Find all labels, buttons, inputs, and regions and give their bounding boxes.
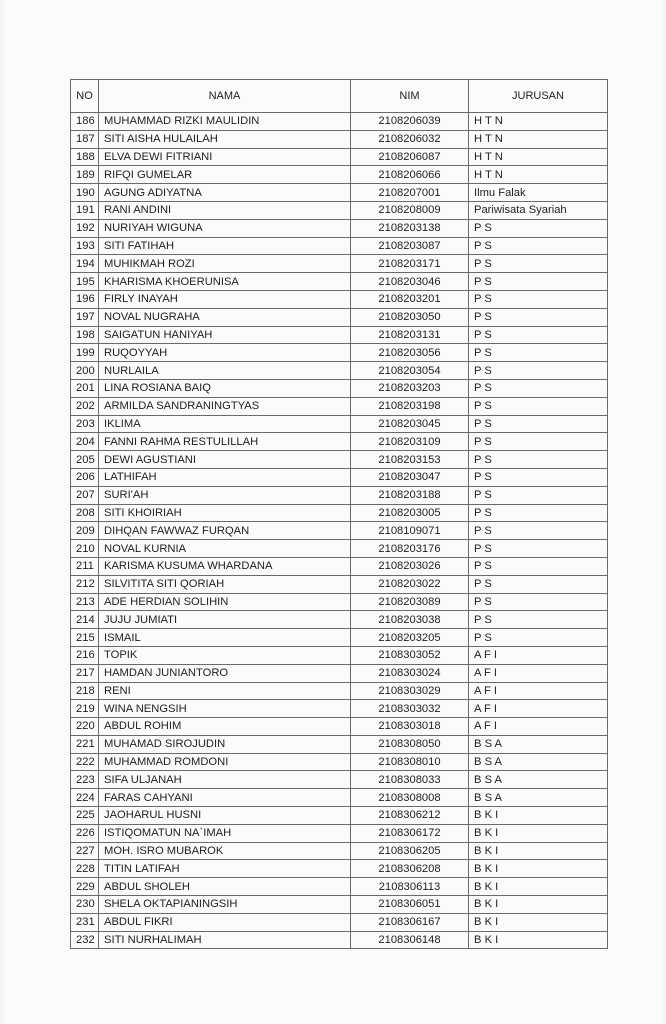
cell-no: 221 xyxy=(71,735,99,753)
cell-jurusan: P S xyxy=(469,540,608,558)
cell-nama: MUHIKMAH ROZI xyxy=(99,255,351,273)
cell-jurusan: B K I xyxy=(469,878,608,896)
cell-nama: SILVITITA SITI QORIAH xyxy=(99,575,351,593)
cell-jurusan: P S xyxy=(469,344,608,362)
cell-jurusan: H T N xyxy=(469,148,608,166)
cell-nama: DIHQAN FAWWAZ FURQAN xyxy=(99,522,351,540)
cell-nama: FIRLY INAYAH xyxy=(99,290,351,308)
cell-jurusan: B S A xyxy=(469,753,608,771)
cell-jurusan: P S xyxy=(469,237,608,255)
cell-jurusan: B K I xyxy=(469,807,608,825)
table-row xyxy=(71,148,608,166)
cell-no: 216 xyxy=(71,646,99,664)
cell-no: 224 xyxy=(71,789,99,807)
cell-no: 209 xyxy=(71,522,99,540)
cell-nim: 2108308033 xyxy=(351,771,469,789)
cell-no: 192 xyxy=(71,219,99,237)
cell-no: 218 xyxy=(71,682,99,700)
table-row xyxy=(71,718,608,736)
cell-no: 204 xyxy=(71,433,99,451)
cell-no: 208 xyxy=(71,504,99,522)
cell-jurusan: P S xyxy=(469,629,608,647)
cell-no: 226 xyxy=(71,824,99,842)
cell-nama: NURLAILA xyxy=(99,362,351,380)
table-row xyxy=(71,913,608,931)
cell-jurusan: A F I xyxy=(469,682,608,700)
cell-nim: 2108306051 xyxy=(351,896,469,914)
cell-nama: TITIN LATIFAH xyxy=(99,860,351,878)
cell-nim: 2108203131 xyxy=(351,326,469,344)
column-header-nama: NAMA xyxy=(99,80,351,113)
cell-no: 194 xyxy=(71,255,99,273)
cell-no: 199 xyxy=(71,344,99,362)
table-row xyxy=(71,362,608,380)
cell-nim: 2108203203 xyxy=(351,379,469,397)
cell-nama: ELVA DEWI FITRIANI xyxy=(99,148,351,166)
cell-jurusan: B K I xyxy=(469,860,608,878)
cell-nama: JAOHARUL HUSNI xyxy=(99,807,351,825)
cell-no: 214 xyxy=(71,611,99,629)
cell-no: 205 xyxy=(71,451,99,469)
cell-nim: 2108109071 xyxy=(351,522,469,540)
student-roster-table xyxy=(70,79,608,949)
cell-jurusan: B K I xyxy=(469,842,608,860)
cell-jurusan: P S xyxy=(469,433,608,451)
cell-jurusan: H T N xyxy=(469,130,608,148)
cell-nim: 2108306172 xyxy=(351,824,469,842)
cell-jurusan: P S xyxy=(469,290,608,308)
cell-nama: ISTIQOMATUN NA`IMAH xyxy=(99,824,351,842)
cell-jurusan: P S xyxy=(469,219,608,237)
table-row xyxy=(71,326,608,344)
cell-no: 196 xyxy=(71,290,99,308)
cell-nim: 2108203026 xyxy=(351,557,469,575)
table-row xyxy=(71,166,608,184)
cell-nama: NOVAL NUGRAHA xyxy=(99,308,351,326)
cell-nim: 2108203056 xyxy=(351,344,469,362)
cell-nim: 2108203089 xyxy=(351,593,469,611)
cell-nama: LATHIFAH xyxy=(99,468,351,486)
table-row xyxy=(71,557,608,575)
cell-nim: 2108203045 xyxy=(351,415,469,433)
cell-nama: MUHAMMAD ROMDONI xyxy=(99,753,351,771)
cell-nim: 2108303029 xyxy=(351,682,469,700)
table-header-row xyxy=(71,80,608,113)
cell-nim: 2108203188 xyxy=(351,486,469,504)
cell-nim: 2108306113 xyxy=(351,878,469,896)
table-row xyxy=(71,575,608,593)
cell-nim: 2108206087 xyxy=(351,148,469,166)
cell-nim: 2108203054 xyxy=(351,362,469,380)
table-row xyxy=(71,807,608,825)
cell-nama: ABDUL SHOLEH xyxy=(99,878,351,896)
table-row xyxy=(71,611,608,629)
cell-no: 193 xyxy=(71,237,99,255)
cell-jurusan: P S xyxy=(469,593,608,611)
cell-no: 227 xyxy=(71,842,99,860)
column-header-nim: NIM xyxy=(351,80,469,113)
table-row xyxy=(71,540,608,558)
cell-nim: 2108203153 xyxy=(351,451,469,469)
cell-nama: SAIGATUN HANIYAH xyxy=(99,326,351,344)
table-row xyxy=(71,273,608,291)
cell-no: 211 xyxy=(71,557,99,575)
cell-nim: 2108203201 xyxy=(351,290,469,308)
table-row xyxy=(71,255,608,273)
cell-no: 206 xyxy=(71,468,99,486)
table-row xyxy=(71,629,608,647)
cell-nim: 2108203087 xyxy=(351,237,469,255)
cell-nama: ISMAIL xyxy=(99,629,351,647)
cell-no: 203 xyxy=(71,415,99,433)
cell-jurusan: P S xyxy=(469,611,608,629)
cell-no: 187 xyxy=(71,130,99,148)
cell-nama: KHARISMA KHOERUNISA xyxy=(99,273,351,291)
table-row xyxy=(71,789,608,807)
table-row xyxy=(71,771,608,789)
cell-jurusan: P S xyxy=(469,273,608,291)
table-row xyxy=(71,931,608,949)
cell-nama: SITI KHOIRIAH xyxy=(99,504,351,522)
table-row xyxy=(71,486,608,504)
cell-nama: MOH. ISRO MUBAROK xyxy=(99,842,351,860)
cell-nama: AGUNG ADIYATNA xyxy=(99,184,351,202)
cell-nama: ABDUL ROHIM xyxy=(99,718,351,736)
cell-no: 231 xyxy=(71,913,99,931)
table-row xyxy=(71,290,608,308)
cell-jurusan: P S xyxy=(469,451,608,469)
cell-no: 197 xyxy=(71,308,99,326)
cell-nama: NOVAL KURNIA xyxy=(99,540,351,558)
cell-nama: FANNI RAHMA RESTULILLAH xyxy=(99,433,351,451)
cell-no: 229 xyxy=(71,878,99,896)
cell-no: 189 xyxy=(71,166,99,184)
cell-nim: 2108203198 xyxy=(351,397,469,415)
cell-no: 212 xyxy=(71,575,99,593)
table-row xyxy=(71,700,608,718)
cell-jurusan: P S xyxy=(469,255,608,273)
cell-nim: 2108303024 xyxy=(351,664,469,682)
cell-nim: 2108203176 xyxy=(351,540,469,558)
table-row xyxy=(71,593,608,611)
cell-jurusan: A F I xyxy=(469,646,608,664)
table-row xyxy=(71,896,608,914)
cell-jurusan: B K I xyxy=(469,824,608,842)
cell-nim: 2108303018 xyxy=(351,718,469,736)
cell-jurusan: B K I xyxy=(469,896,608,914)
cell-no: 188 xyxy=(71,148,99,166)
cell-jurusan: B S A xyxy=(469,789,608,807)
cell-jurusan: P S xyxy=(469,557,608,575)
column-header-no: NO xyxy=(71,80,99,113)
cell-no: 223 xyxy=(71,771,99,789)
cell-nama: MUHAMMAD RIZKI MAULIDIN xyxy=(99,113,351,131)
cell-nim: 2108308010 xyxy=(351,753,469,771)
cell-jurusan: P S xyxy=(469,522,608,540)
cell-no: 186 xyxy=(71,113,99,131)
cell-nama: IKLIMA xyxy=(99,415,351,433)
cell-nama: SITI FATIHAH xyxy=(99,237,351,255)
cell-nim: 2108208009 xyxy=(351,201,469,219)
cell-jurusan: P S xyxy=(469,468,608,486)
cell-jurusan: A F I xyxy=(469,700,608,718)
cell-nama: SHELA OKTAPIANINGSIH xyxy=(99,896,351,914)
cell-nama: KARISMA KUSUMA WHARDANA xyxy=(99,557,351,575)
cell-nama: FARAS CAHYANI xyxy=(99,789,351,807)
cell-nim: 2108203005 xyxy=(351,504,469,522)
cell-no: 195 xyxy=(71,273,99,291)
cell-nim: 2108207001 xyxy=(351,184,469,202)
cell-nama: SITI AISHA HULAILAH xyxy=(99,130,351,148)
cell-nama: RENI xyxy=(99,682,351,700)
cell-nim: 2108303052 xyxy=(351,646,469,664)
cell-nim: 2108306167 xyxy=(351,913,469,931)
cell-nama: SURI'AH xyxy=(99,486,351,504)
cell-jurusan: P S xyxy=(469,362,608,380)
cell-no: 225 xyxy=(71,807,99,825)
cell-nim: 2108203138 xyxy=(351,219,469,237)
table-row xyxy=(71,522,608,540)
table-row xyxy=(71,219,608,237)
table-row xyxy=(71,451,608,469)
cell-no: 220 xyxy=(71,718,99,736)
cell-nim: 2108203038 xyxy=(351,611,469,629)
cell-jurusan: B K I xyxy=(469,931,608,949)
table-row xyxy=(71,664,608,682)
table-row xyxy=(71,504,608,522)
table-row xyxy=(71,184,608,202)
table-row xyxy=(71,308,608,326)
table-row xyxy=(71,397,608,415)
cell-jurusan: P S xyxy=(469,575,608,593)
cell-jurusan: P S xyxy=(469,415,608,433)
cell-jurusan: Ilmu Falak xyxy=(469,184,608,202)
cell-nim: 2108206032 xyxy=(351,130,469,148)
cell-jurusan: H T N xyxy=(469,166,608,184)
cell-nim: 2108306148 xyxy=(351,931,469,949)
cell-jurusan: A F I xyxy=(469,664,608,682)
cell-nama: RUQOYYAH xyxy=(99,344,351,362)
cell-nama: ADE HERDIAN SOLIHIN xyxy=(99,593,351,611)
cell-nama: ABDUL FIKRI xyxy=(99,913,351,931)
cell-nama: HAMDAN JUNIANTORO xyxy=(99,664,351,682)
cell-jurusan: B S A xyxy=(469,771,608,789)
cell-jurusan: P S xyxy=(469,379,608,397)
table-row xyxy=(71,860,608,878)
cell-jurusan: A F I xyxy=(469,718,608,736)
cell-no: 215 xyxy=(71,629,99,647)
cell-no: 200 xyxy=(71,362,99,380)
cell-no: 228 xyxy=(71,860,99,878)
cell-nama: WINA NENGSIH xyxy=(99,700,351,718)
cell-jurusan: Pariwisata Syariah xyxy=(469,201,608,219)
cell-nim: 2108203047 xyxy=(351,468,469,486)
table-row xyxy=(71,682,608,700)
cell-nim: 2108203050 xyxy=(351,308,469,326)
table-row xyxy=(71,735,608,753)
table-row xyxy=(71,468,608,486)
cell-jurusan: P S xyxy=(469,486,608,504)
cell-nama: DEWI AGUSTIANI xyxy=(99,451,351,469)
table-body xyxy=(71,113,608,949)
cell-no: 219 xyxy=(71,700,99,718)
cell-nama: RANI ANDINI xyxy=(99,201,351,219)
cell-jurusan: P S xyxy=(469,504,608,522)
table-row xyxy=(71,415,608,433)
cell-no: 202 xyxy=(71,397,99,415)
cell-nama: JUJU JUMIATI xyxy=(99,611,351,629)
cell-nim: 2108206039 xyxy=(351,113,469,131)
cell-nim: 2108306212 xyxy=(351,807,469,825)
cell-nim: 2108203046 xyxy=(351,273,469,291)
cell-no: 198 xyxy=(71,326,99,344)
table-row xyxy=(71,646,608,664)
cell-nim: 2108203022 xyxy=(351,575,469,593)
table-row xyxy=(71,824,608,842)
cell-nim: 2108306208 xyxy=(351,860,469,878)
cell-nim: 2108308008 xyxy=(351,789,469,807)
cell-no: 210 xyxy=(71,540,99,558)
cell-no: 232 xyxy=(71,931,99,949)
table-row xyxy=(71,842,608,860)
cell-jurusan: P S xyxy=(469,308,608,326)
cell-nim: 2108203171 xyxy=(351,255,469,273)
cell-nim: 2108206066 xyxy=(351,166,469,184)
cell-nama: SIFA ULJANAH xyxy=(99,771,351,789)
cell-nim: 2108203205 xyxy=(351,629,469,647)
cell-nim: 2108203109 xyxy=(351,433,469,451)
cell-no: 190 xyxy=(71,184,99,202)
cell-no: 201 xyxy=(71,379,99,397)
cell-nama: ARMILDA SANDRANINGTYAS xyxy=(99,397,351,415)
table-row xyxy=(71,237,608,255)
table-row xyxy=(71,379,608,397)
table-row xyxy=(71,344,608,362)
cell-no: 207 xyxy=(71,486,99,504)
column-header-jurusan: JURUSAN xyxy=(469,80,608,113)
cell-jurusan: B S A xyxy=(469,735,608,753)
cell-nama: NURIYAH WIGUNA xyxy=(99,219,351,237)
cell-no: 222 xyxy=(71,753,99,771)
cell-jurusan: H T N xyxy=(469,113,608,131)
cell-nama: TOPIK xyxy=(99,646,351,664)
cell-no: 217 xyxy=(71,664,99,682)
cell-no: 213 xyxy=(71,593,99,611)
table-row xyxy=(71,753,608,771)
cell-jurusan: B K I xyxy=(469,913,608,931)
cell-nama: MUHAMAD SIROJUDIN xyxy=(99,735,351,753)
cell-nama: RIFQI GUMELAR xyxy=(99,166,351,184)
cell-nama: SITI NURHALIMAH xyxy=(99,931,351,949)
cell-no: 191 xyxy=(71,201,99,219)
cell-jurusan: P S xyxy=(469,326,608,344)
cell-jurusan: P S xyxy=(469,397,608,415)
table-row xyxy=(71,433,608,451)
table-row xyxy=(71,113,608,131)
table-row xyxy=(71,878,608,896)
table-row xyxy=(71,201,608,219)
cell-nim: 2108306205 xyxy=(351,842,469,860)
table-row xyxy=(71,130,608,148)
cell-nama: LINA ROSIANA BAIQ xyxy=(99,379,351,397)
cell-nim: 2108303032 xyxy=(351,700,469,718)
cell-no: 230 xyxy=(71,896,99,914)
cell-nim: 2108308050 xyxy=(351,735,469,753)
